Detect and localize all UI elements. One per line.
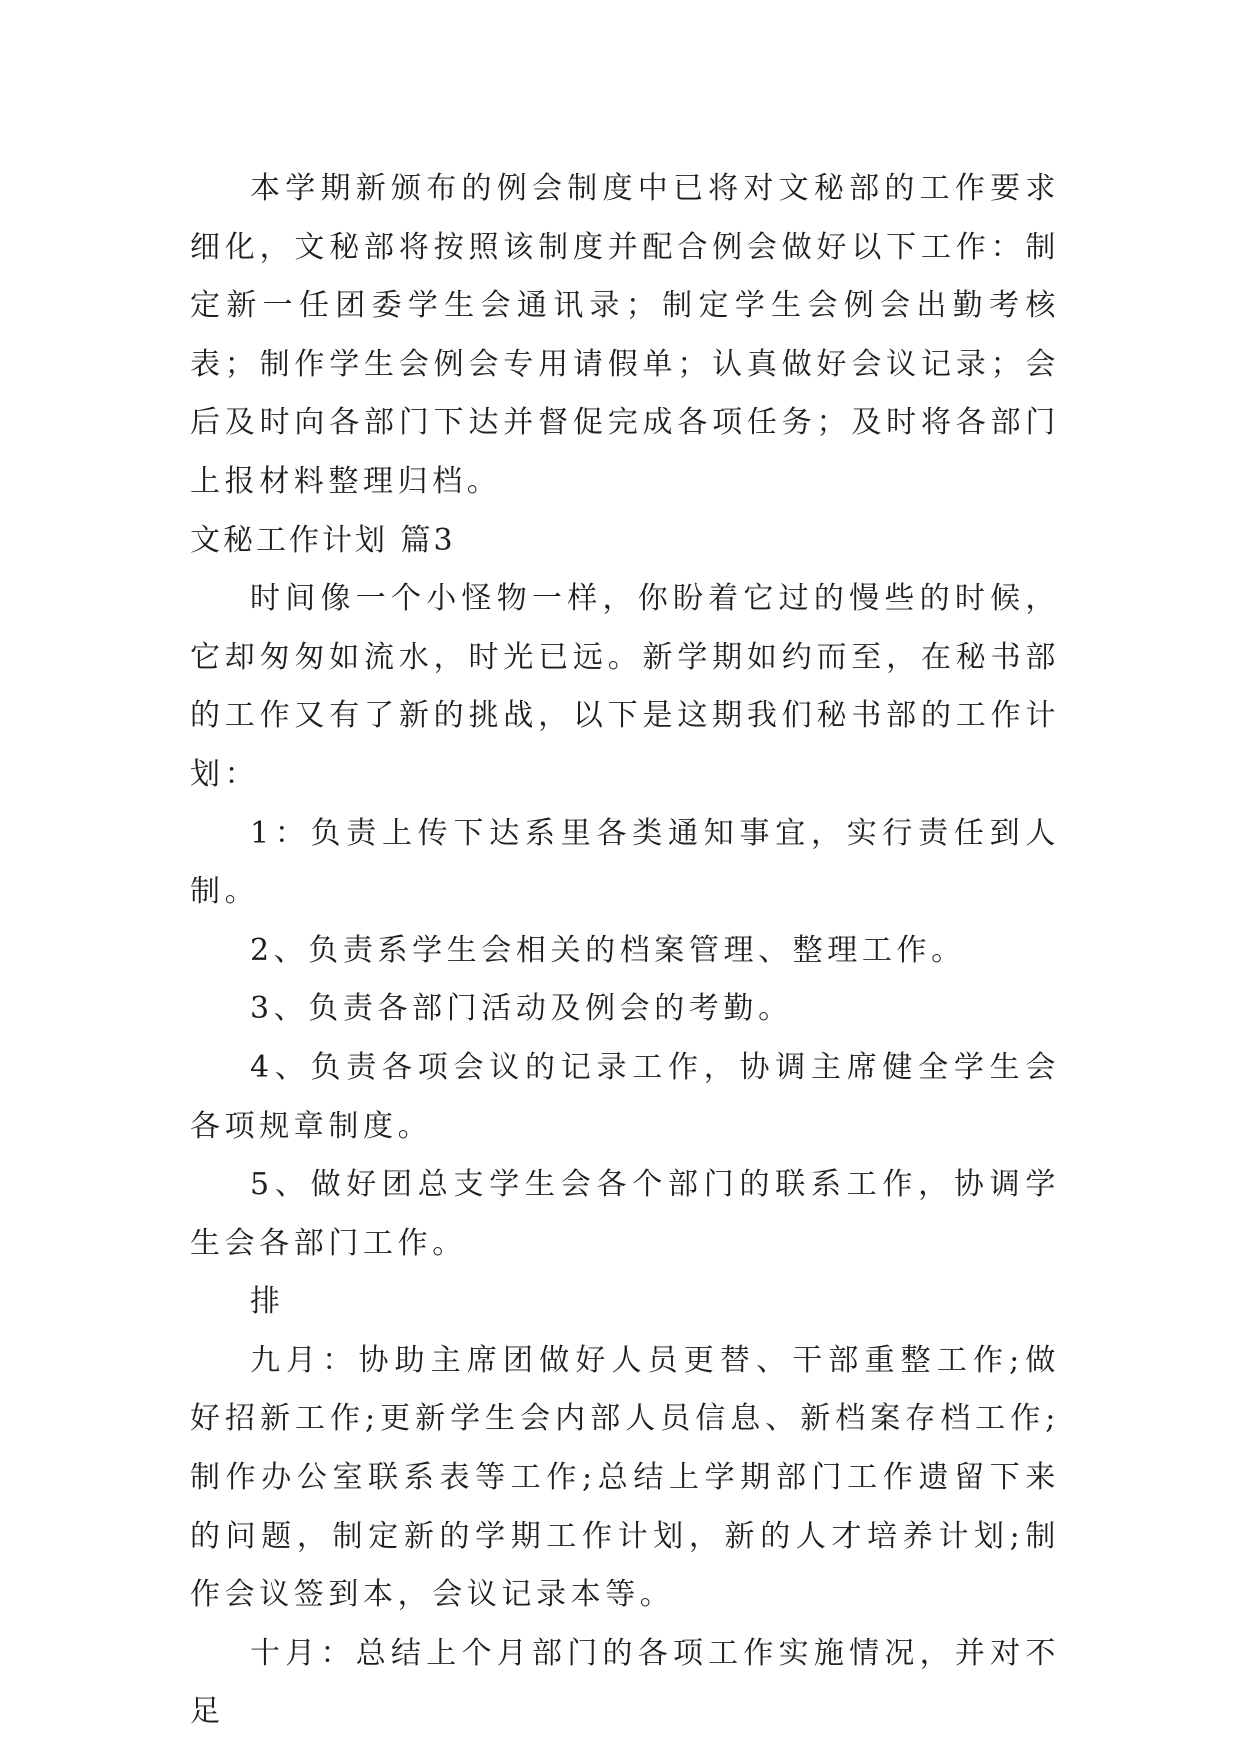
paragraph-october: 十月：总结上个月部门的各项工作实施情况，并对不足 — [190, 1635, 1060, 1730]
paragraph-september: 九月：协助主席团做好人员更替、干部重整工作;做好招新工作;更新学生会内部人员信息、新档案存档工作;制作办公室联系表等工作;总结上学期部门工作遗留下来的问题，制定新的学期工作计划，新的人才培养计划;制作会议签到本，会议记录本等。 — [190, 1342, 1060, 1613]
list-item-2: 2、负责系学生会相关的档案管理、整理工作。 — [250, 932, 966, 968]
section-heading: 文秘工作计划 篇3 — [190, 522, 456, 558]
paragraph-secretariat-duties: 本学期新颁布的例会制度中已将对文秘部的工作要求细化，文秘部将按照该制度并配合例会做好以下工作：制定新一任团委学生会通讯录；制定学生会例会出勤考核表；制作学生会例会专用请假单；认真做好会议记录；会后及时向各部门下达并督促完成各项任务；及时将各部门上报材料整理归档。 — [190, 171, 1060, 499]
list-item-1: 1：负责上传下达系里各类通知事宜，实行责任到人制。 — [190, 815, 1060, 910]
document-page — [190, 160, 1060, 1742]
list-item-4: 4、负责各项会议的记录工作，协调主席健全学生会各项规章制度。 — [190, 1049, 1060, 1144]
paragraph-intro: 时间像一个小怪物一样，你盼着它过的慢些的时候，它却匆匆如流水，时光已远。新学期如约而至，在秘书部的工作又有了新的挑战，以下是这期我们秘书部的工作计划： — [190, 581, 1060, 792]
list-item-3: 3、负责各部门活动及例会的考勤。 — [250, 991, 793, 1027]
list-item-5: 5、做好团总支学生会各个部门的联系工作，协调学生会各部门工作。 — [190, 1167, 1060, 1261]
paragraph-schedule-label: 排 — [250, 1284, 285, 1320]
